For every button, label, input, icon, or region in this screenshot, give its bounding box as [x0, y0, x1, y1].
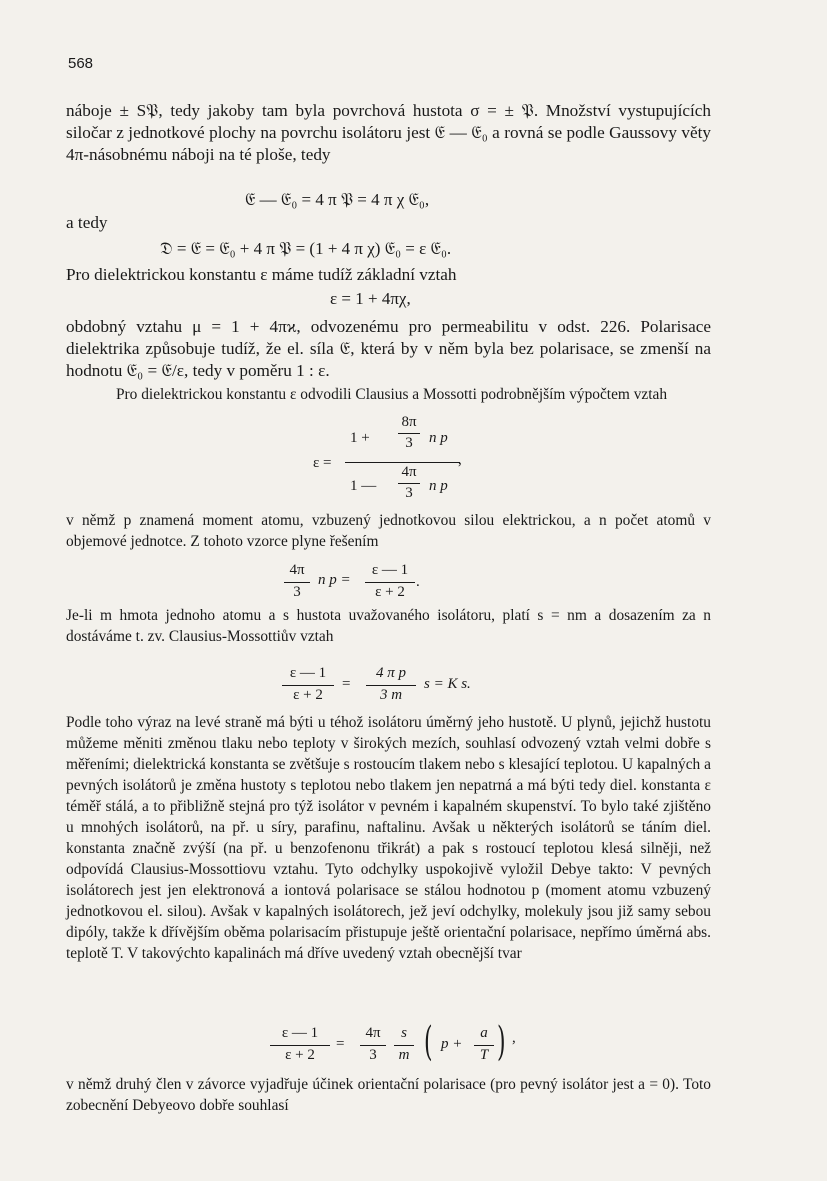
paragraph-4: obdobný vztahu μ = 1 + 4πϰ, odvozenému pro permeabilitu v odst. 226. Polarisace dielektrika způsobuje tudíž, že el. síla 𝔈, která by v něm byla bez polarisace, se zmenší na hodnotu 𝔈₀ = 𝔈/ε, tedy v poměru 1 : ε.	[66, 317, 711, 380]
paragraph-8: Podle toho výraz na levé straně má býti u téhož isolátoru úměrný jeho hustotě. U plynů, jejichž hustotu můžeme měniti změnou tlaku nebo teploty v širokých mezích, souhlasí odvozený vztah velmi dobře s měřeními; dielektrická konstanta se zvětšuje s rostoucím tlakem nebo s klesající teplotou. U kapalných a pevných isolátorů je změna hustoty s teplotou nebo tlakem jen nepatrná a má býti tedy diel. konstanta ε téměř stálá, a to přibližně stejná pro týž isolátor v pevném i kapalném skupenství. To bylo také zjištěno u mnohých isolátorů, na př. u síry, parafinu, naftalinu. Avšak u některých isolátorů se táním diel. konstanta značně zvýší (na př. u benzofenonu třikrát) a pak s rostoucí teplotou klesá silněji, než odpovídá Clausius-Mossottiovu vztahu. Tyto odchylky uspokojivě vyložil Debye takto: V pevných isolátorech jest jen elektronová a iontová polarisace se stálou hodnotou p (moment atomu vzbuzený jednotkovou el. silou). Avšak v kapalných isolátorech, jež jeví odchylky, molekuly jsou již samy sebou dipóly, takže k dřívějším oběma polarisacím přistupuje ještě orientační polarisace, nepřímo úměrná abs. teplotě T. V takovýchto kapalinách má dříve uvedený vztah obecnější tvar	[66, 714, 711, 962]
paragraph-1: náboje ± S𝔓, tedy jakoby tam byla povrchová hustota σ = ± 𝔓. Množství vystupujících siločar z jednotkové plochy na povrchu isolátoru jest 𝔈 — 𝔈₀ a rovná se podle Gaussovy věty 4π-násobnému náboji na té ploše, tedy	[66, 101, 711, 164]
equation-3: ε = 1 + 4πχ,	[330, 289, 411, 308]
paragraph-7: Je-li m hmota jednoho atomu a s hustota uvažovaného isolátoru, platí s = nm a dosazením za n dostáváme t. zv. Clausius-Mossottiův vztah	[66, 607, 711, 645]
paragraph-6: v němž p znamená moment atomu, vzbuzený jednotkovou silou elektrickou, a n počet atomů v objemové jednotce. Z tohoto vzorce plyne řešením	[66, 512, 711, 550]
equation-1: 𝔈 — 𝔈₀ = 4 π 𝔓 = 4 π χ 𝔈₀,	[245, 190, 430, 209]
paragraph-9: v němž druhý člen v závorce vyjadřuje účinek orientační polarisace (pro pevný isolátor jest a = 0). Toto zobecnění Debyeovo dobře souhlasí	[66, 1076, 711, 1114]
page-number: 568	[68, 55, 94, 72]
equation-2: 𝔇 = 𝔈 = 𝔈₀ + 4 π 𝔓 = (1 + 4 π χ) 𝔈₀ = ε 𝔈₀.	[160, 239, 452, 258]
paragraph-5: Pro dielektrickou konstantu ε odvodili Clausius a Mossotti podrobnějším výpočtem vztah	[116, 386, 668, 403]
paragraph-2: a tedy	[66, 213, 108, 232]
paragraph-3: Pro dielektrickou konstantu ε máme tudíž základní vztah	[66, 265, 457, 284]
book-page: 568 náboje ± S𝔓, tedy jakoby tam byla povrchová hustota σ = ± 𝔓. Množství vystupujících siločar z jednotkové plochy na povrchu isolátoru jest 𝔈 — 𝔈₀ a rovná se podle Gaussovy věty 4π-násobnému náboji na té ploše, tedy 𝔈 — 𝔈₀ = 4 π 𝔓 = 4 π χ 𝔈₀, a tedy 𝔇 = 𝔈 = 𝔈₀ + 4 π 𝔓 = (1 + 4 π χ) 𝔈₀ = ε 𝔈₀. Pro dielektrickou konstantu ε máme tudíž základní vztah ε = 1 + 4πχ, obdobný vztahu μ = 1 + 4πϰ, odvozenému pro permeabilitu v odst. 226. Polarisace dielektrika způsobuje tudíž, že el. síla 𝔈, která by v něm byla bez polarisace, se zmenší na hodnotu 𝔈₀ = 𝔈/ε, tedy v poměru 1 : ε. Pro dielektrickou konstantu ε odvodili Clausius a Mossotti podrobnějším výpočtem vztah ε = 1 + 8π 3 n p , 1 — 4π 3 n p v němž p znamená moment atomu, vzbuzený jednotkovou silou elektrickou, a n počet atomů v objemové jednotce. Z tohoto vzorce plyne řešením 4π 3 n p = ε — 1 ε + 2 . Je-li m hmota jednoho atomu a s hustota uvažovaného isolátoru, platí s = nm a dosazením za n dostáváme t. zv. Clausius-Mossottiův vztah ε — 1 ε + 2 = 4 π p 3 m s = K s. Podle toho výraz na levé straně má býti u téhož isolátoru úměrný jeho hustotě. U plynů, jejichž hustotu můžeme měniti změnou tlaku nebo teploty v širokých mezích, souhlasí odvozený vztah velmi dobře s měřeními; dielektrická konstanta se zvětšuje s rostoucím tlakem nebo s klesající teplotou. U kapalných a pevných isolátorů je změna hustoty s teplotou nebo tlakem jen nepatrná a má býti tedy diel. konstanta ε téměř stálá, a to přibližně stejná pro týž isolátor v pevném i kapalném skupenství. To bylo také zjištěno u mnohých isolátorů, na př. u síry, parafinu, naftalinu. Avšak u některých isolátorů se táním diel. konstanta značně zvýší (na př. u benzofenonu třikrát) a pak s rostoucí teplotou klesá silněji, než odpovídá Clausius-Mossottiovu vztahu. Tyto odchylky uspokojivě vyložil Debye takto: V pevných isolátorech jest jen elektronová a iontová polarisace se stálou hodnotou p (moment atomu vzbuzený jednotkovou el. silou). Avšak v kapalných isolátorech, jež jeví odchylky, molekuly jsou již samy sebou dipóly, takže k dřívějším oběma polarisacím přistupuje ještě orientační polarisace, nepřímo úměrná abs. teplotě T. V takovýchto kapalinách má dříve uvedený vztah obecnější tvar ε — 1 ε + 2 = 4π 3 s m ( p + a T ) , v němž druhý člen v závorce vyjadřuje účinek orientační polarisace (pro pevný isolátor jest a = 0). Toto zobecnění Debyeovo dobře souhlasí	[66, 55, 711, 1114]
